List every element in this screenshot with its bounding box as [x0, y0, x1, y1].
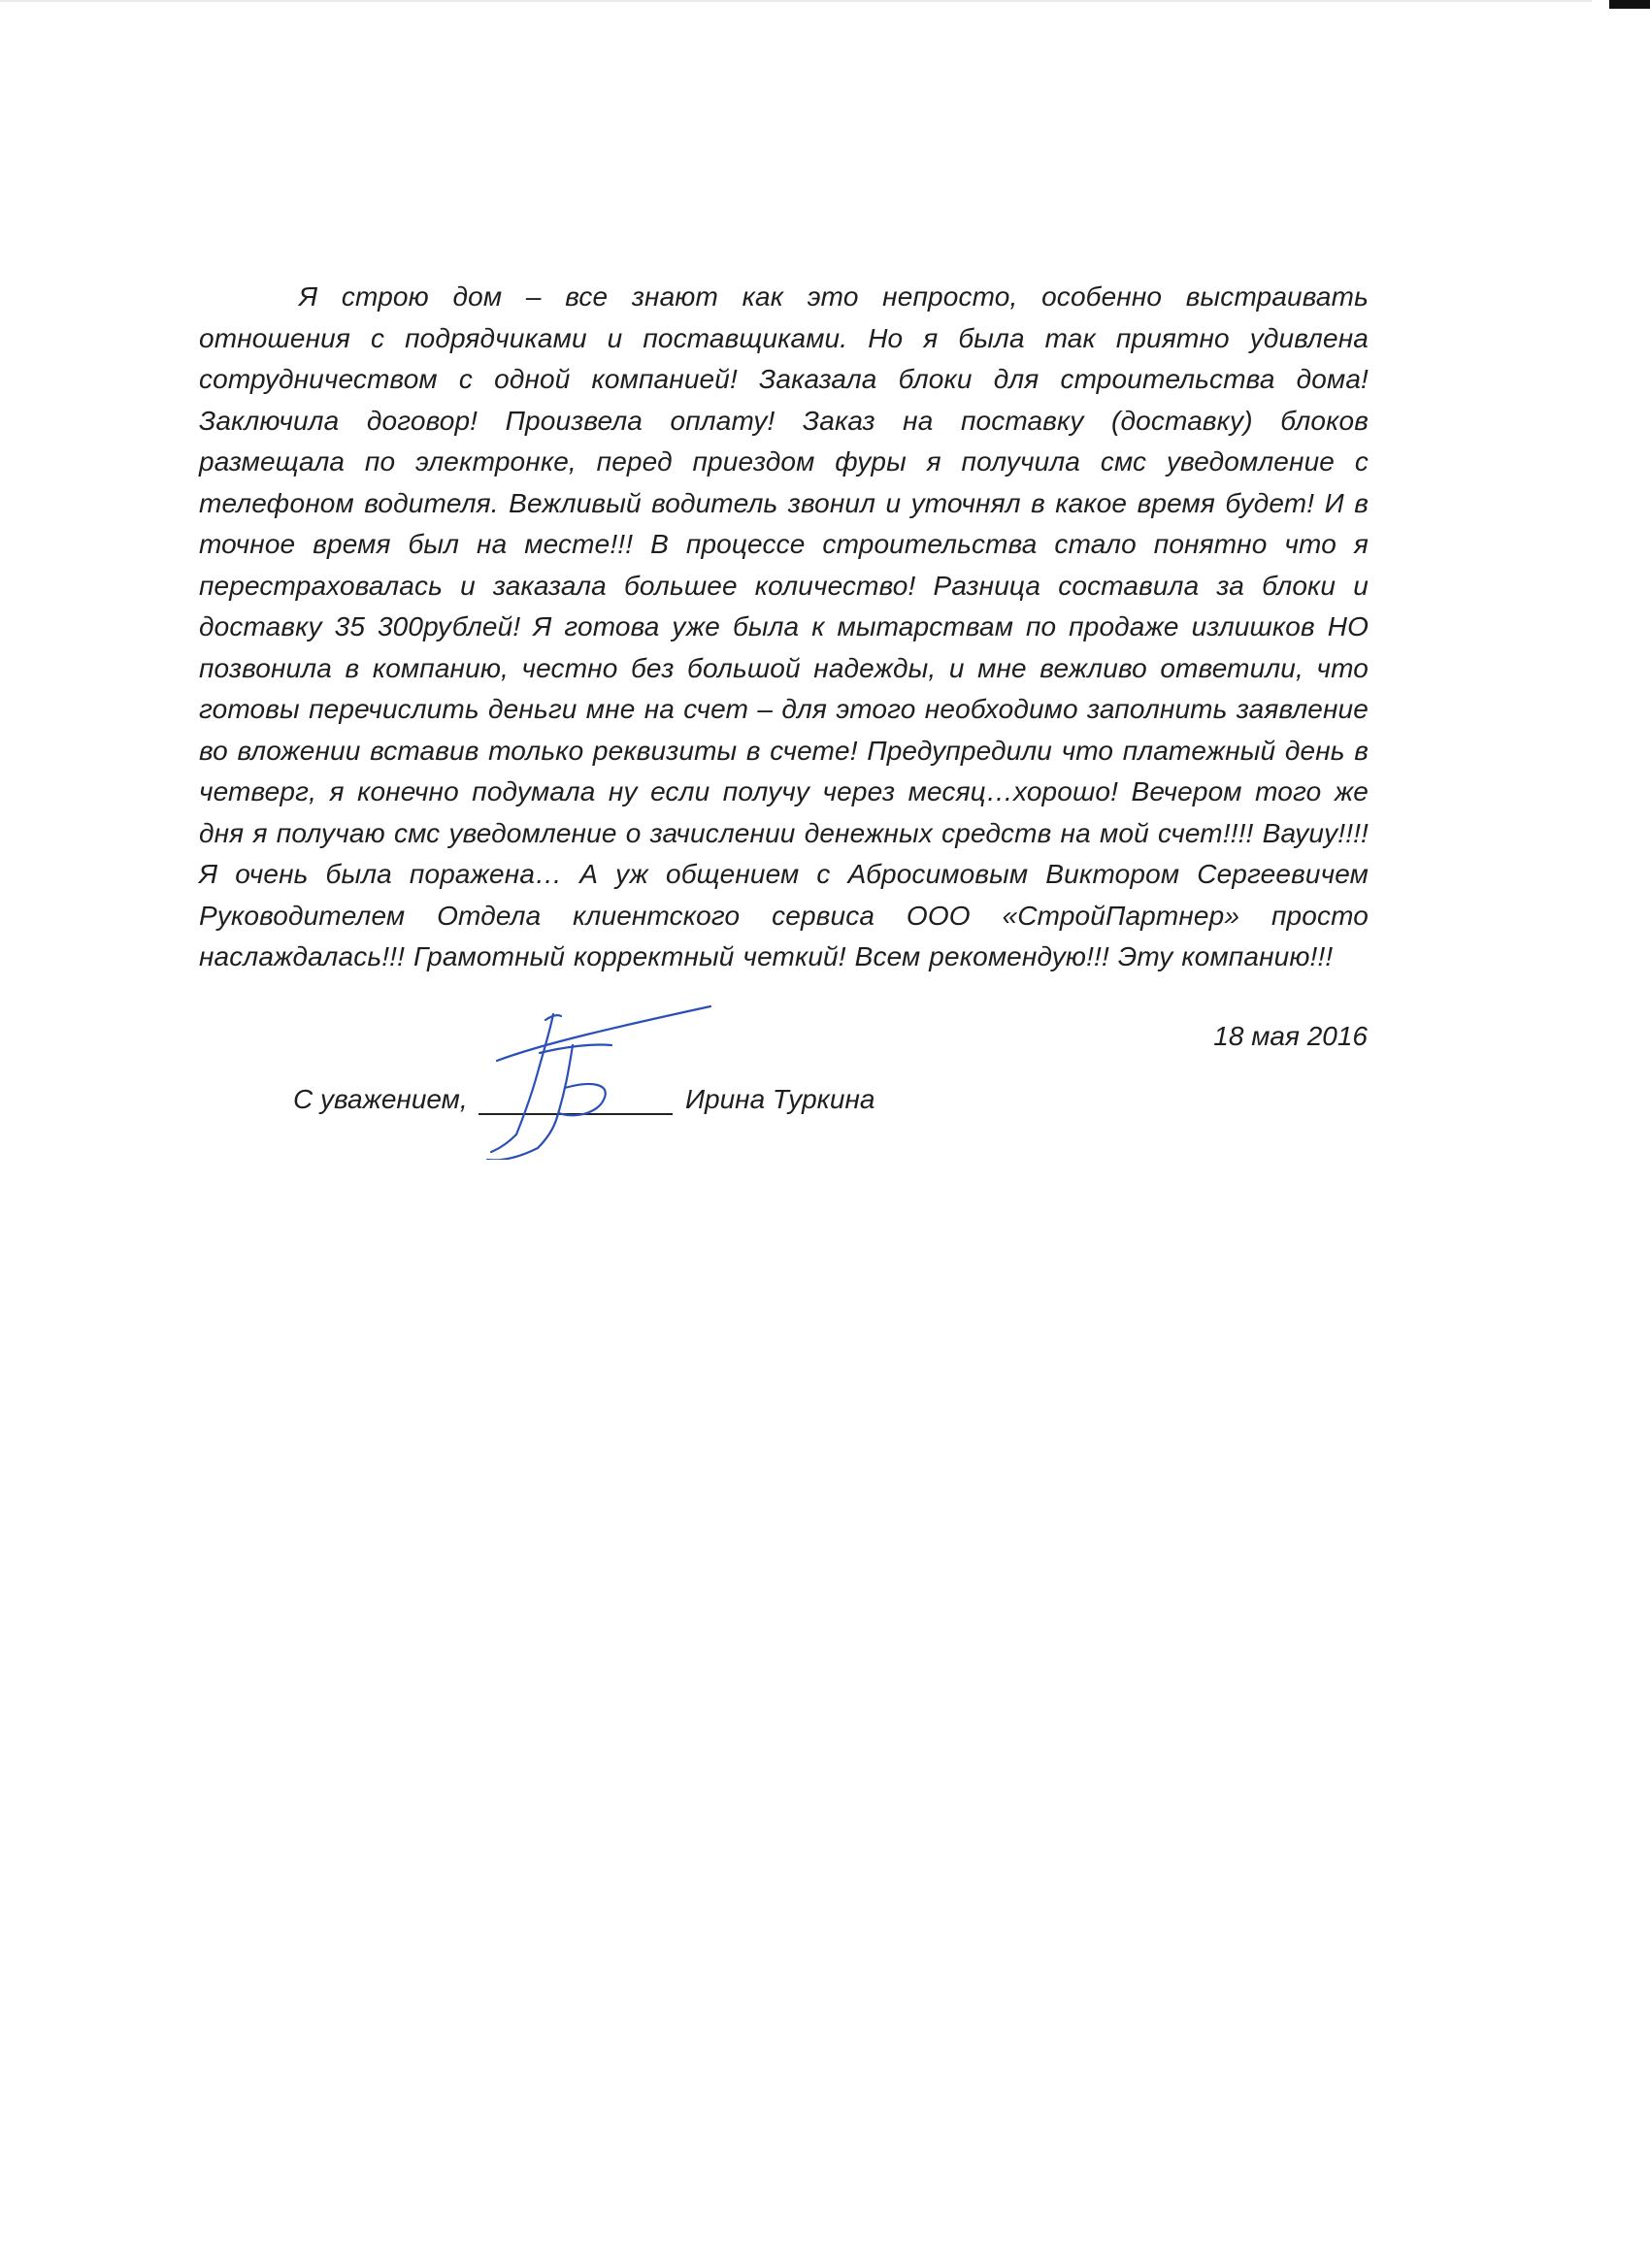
closing-phrase: С уважением,	[293, 1084, 468, 1114]
signer-name: Ирина Туркина	[685, 1084, 875, 1114]
letter-date: 18 мая 2016	[1213, 1021, 1368, 1051]
scan-corner-mark	[1609, 0, 1650, 9]
handwritten-signature	[456, 995, 718, 1160]
scan-edge-line	[0, 0, 1592, 2]
letter-body: Я строю дом – все знают как это непросто, особенно выстраивать отношения с подрядчиками и поставщиками. Но я была так приятно удивлена сотрудничеством с одной компанией! Заказала блоки для строительства дома! Заключила договор! Произвела оплату! Заказ на поставку (доставку) блоков размещала по электронке, перед приездом фуры я получила смс уведомление с телефоном водителя. Вежливый водитель звонил и уточнял в какое время будет! И в точное время был на месте!!! В процессе строительства стало понятно что я перестраховалась и заказала большее количество! Разница составила за блоки и доставку 35 300рублей! Я готова уже была к мытарствам по продаже излишков НО позвонила в компанию, честно без большой надежды, и мне вежливо ответили, что готовы перечислить деньги мне на счет – для этого необходимо заполнить заявление во вложении вставив только реквизиты в счете! Предупредили что платежный день в четверг, я конечно подумала ну если получу через месяц…хорошо! Вечером того же дня я получаю смс уведомление о зачислении денежных средств на мой счет!!!! Вауuу!!!! Я очень была поражена… А уж общением с Абросимовым Виктором Сергеевичем Руководителем Отдела клиентского сервиса ООО «СтройПартнер» просто наслаждалась!!! Грамотный корректный четкий! Всем рекомендую!!! Эту компанию!!!	[199, 281, 1369, 971]
